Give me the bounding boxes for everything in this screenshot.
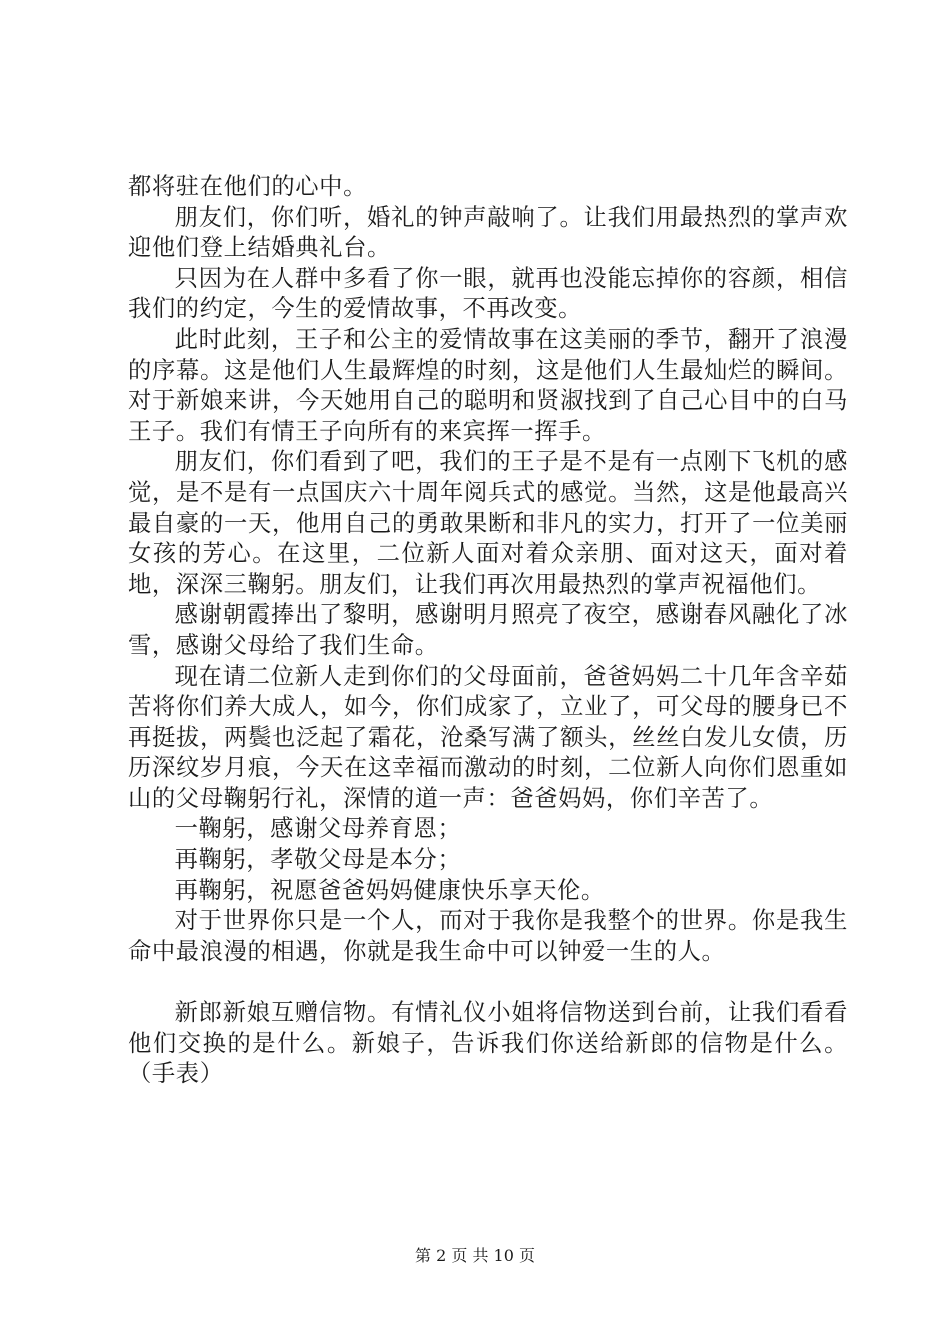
page-footer	[0, 1243, 950, 1266]
paragraph: 感谢朝霞捧出了黎明，感谢明月照亮了夜空，感谢春风融化了冰雪，感谢父母给了我们生命。	[128, 601, 848, 659]
paragraph: 朋友们，你们听，婚礼的钟声敲响了。让我们用最热烈的掌声欢迎他们登上结婚典礼台。	[128, 203, 848, 262]
paragraph: 朋友们，你们看到了吧，我们的王子是不是有一点刚下飞机的感觉，是不是有一点国庆六十周年阅兵式的感觉。当然，这是他最高兴最自豪的一天，他用自己的勇敢果断和非凡的实力，打开了一位美丽女孩的芳心。在这里，二位新人面对着众亲朋、面对这天，面对着地，深深三鞠躬。朋友们，让我们再次用最热烈的掌声祝福他们。	[128, 448, 848, 598]
paragraph: 对于世界你只是一个人，而对于我你是我整个的世界。你是我生命中最浪漫的相遇，你就是我生命中可以钟爱一生的人。	[128, 907, 848, 965]
paragraph: 此时此刻，王子和公主的爱情故事在这美丽的季节，翻开了浪漫的序幕。这是他们人生最辉煌的时刻，这是他们人生最灿烂的瞬间。对于新娘来讲，今天她用自己的聪明和贤淑找到了自己心目中的白马王子。我们有情王子向所有的来宾挥一挥手。	[128, 325, 848, 445]
paragraph: 再鞠躬，祝愿爸爸妈妈健康快乐享天伦。	[174, 876, 605, 904]
paragraph: 只因为在人群中多看了你一眼，就再也没能忘掉你的容颜，相信我们的约定，今生的爱情故事，不再改变。	[128, 264, 848, 323]
paragraph: 新郎新娘互赠信物。有情礼仪小姐将信物送到台前，让我们看看他们交换的是什么。新娘子，告诉我们你送给新郎的信物是什么。（手表）	[128, 999, 848, 1088]
paragraph-continued: 都将驻在他们的心中。	[128, 173, 367, 200]
paragraph: 一鞠躬，感谢父母养育恩；	[174, 815, 462, 843]
paragraph: 再鞠躬，孝敬父母是本分；	[174, 846, 462, 874]
body-text	[128, 172, 848, 1090]
paragraph: 现在请二位新人走到你们的父母面前，爸爸妈妈二十几年含辛茹苦将你们养大成人，如今，你们成家了，立业了，可父母的腰身已不再挺拔，两鬓也泛起了霜花，沧桑写满了额头，丝丝白发儿女债，历历深纹岁月痕，今天在这幸福而激动的时刻，二位新人向你们恩重如山的父母鞠躬行礼，深情的道一声：爸爸妈妈，你们辛苦了。	[128, 662, 848, 812]
page-number: 第 2 页 共 10 页	[415, 1246, 535, 1265]
